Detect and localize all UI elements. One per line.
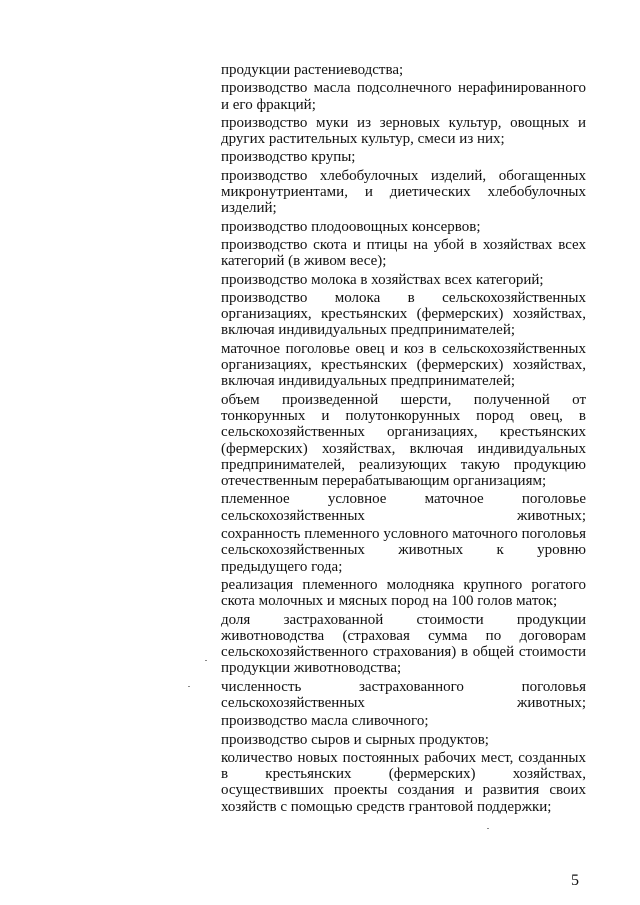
list-item: племенное условное маточное поголовье сельскохозяйственных животных;: [221, 491, 586, 524]
list-item: производство хлебобулочных изделий, обогащенных микронутриентами, и диетических хлебобулочных изделий;: [221, 167, 586, 217]
list-item: производство молока в хозяйствах всех категорий;: [221, 271, 544, 288]
scan-artifact: [487, 828, 489, 829]
scan-artifact: [205, 660, 207, 661]
list-item: производство муки из зерновых культур, овощных и других растительных культур, смеси из них;: [221, 114, 586, 148]
list-item: производство сыров и сырных продуктов;: [221, 731, 489, 748]
list-item: объем произведенной шерсти, полученной от тонкорунных и полутонкорунных пород овец, в сельскохозяйственных организациях, крестьянских (фермерских) хозяйствах, включая индивидуальных предпринимателей, реализующих такую продукцию отечественным перерабатывающим организациям;: [221, 391, 586, 490]
list-item: производство масла подсолнечного нерафинированного и его фракций;: [221, 80, 586, 113]
list-item: производство скота и птицы на убой в хозяйствах всех категорий (в живом весе);: [221, 236, 586, 270]
list-item: маточное поголовье овец и коз в сельскохозяйственных организациях, крестьянских (фермерских) хозяйствах, включая индивидуальных предпринимателей;: [221, 340, 586, 390]
page-number: 5: [571, 872, 579, 889]
list-item: производство крупы;: [221, 149, 356, 166]
indicator-list: [221, 62, 586, 817]
list-item: производство молока в сельскохозяйственных организациях, крестьянских (фермерских) хозяйствах, включая индивидуальных предпринимателей;: [221, 289, 586, 339]
list-item: продукции растениеводства;: [221, 62, 404, 78]
list-item: производство плодоовощных консервов;: [221, 218, 481, 235]
list-item: производство масла сливочного;: [221, 713, 429, 730]
list-item: количество новых постоянных рабочих мест, созданных в крестьянских (фермерских) хозяйствах, осуществивших проекты создания и развития своих хозяйств с помощью средств грантовой поддержки;: [221, 749, 586, 815]
list-item: численность застрахованного поголовья сельскохозяйственных животных;: [221, 678, 586, 711]
list-item: реализация племенного молодняка крупного рогатого скота молочных и мясных пород на 100 голов маток;: [221, 576, 586, 610]
scan-artifact: [188, 686, 190, 687]
list-item: доля застрахованной стоимости продукции животноводства (страховая сумма по договорам сельскохозяйственного страхования) в общей стоимости продукции животноводства;: [221, 611, 586, 677]
list-item: сохранность племенного условного маточного поголовья сельскохозяйственных животных к уровню предыдущего года;: [221, 526, 586, 575]
